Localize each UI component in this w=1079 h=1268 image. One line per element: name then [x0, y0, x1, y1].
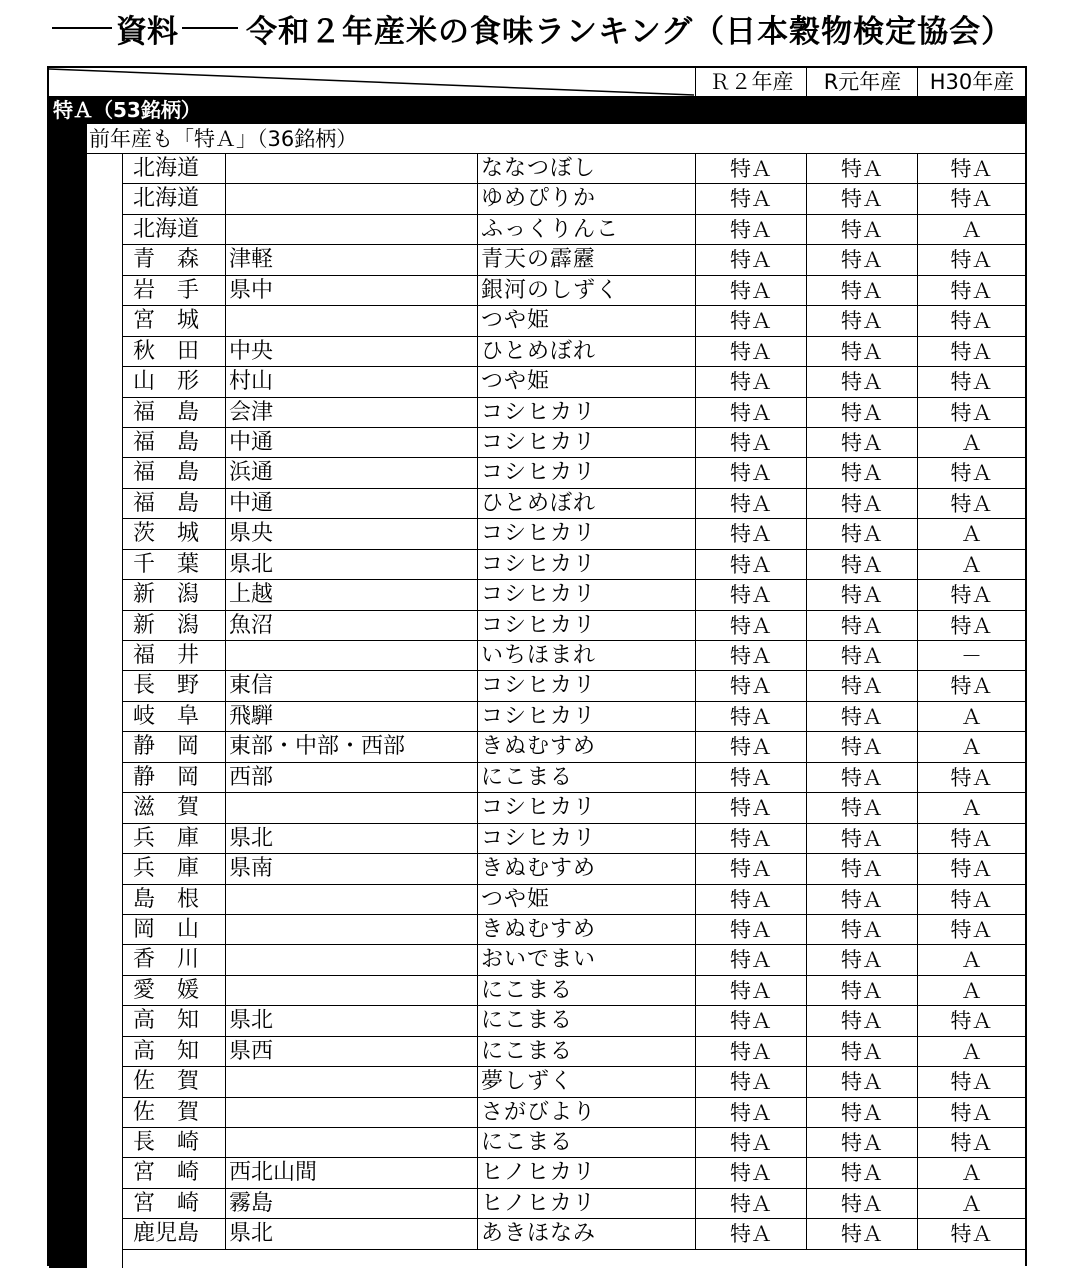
cell-area: 県北: [225, 824, 477, 853]
cell-area: 上越: [225, 580, 477, 609]
cell-area: 中央: [225, 337, 477, 366]
cell-variety: コシヒカリ: [477, 519, 695, 548]
cell-prefecture: 長 野: [133, 673, 200, 699]
cell-grade-h30: 特Ａ: [917, 1128, 1025, 1157]
cell-grade-h30: 特Ａ: [917, 458, 1025, 487]
table-row: [123, 763, 1025, 793]
cell-prefecture: 北海道: [133, 186, 200, 212]
cell-grade-r1: 特Ａ: [806, 732, 917, 761]
cell-grade-r2: 特Ａ: [695, 428, 806, 457]
section-left-band: [49, 124, 87, 1268]
cell-prefecture: 佐 賀: [133, 1069, 200, 1095]
cell-prefecture: 香 川: [133, 947, 200, 973]
cell-variety: つや姫: [477, 885, 695, 914]
cell-grade-h30: 特Ａ: [917, 885, 1025, 914]
cell-grade-r2: 特Ａ: [695, 732, 806, 761]
table-row: [123, 854, 1025, 884]
cell-grade-r2: 特Ａ: [695, 885, 806, 914]
cell-prefecture: 高 知: [133, 1008, 200, 1034]
cell-prefecture: 兵 庫: [133, 856, 200, 882]
cell-variety: おいでまい: [477, 945, 695, 974]
cell-area: 県中: [225, 276, 477, 305]
table-row: [123, 732, 1025, 762]
cell-grade-h30: 特Ａ: [917, 580, 1025, 609]
cell-variety: ゆめぴりか: [477, 184, 695, 213]
cell-grade-r2: 特Ａ: [695, 215, 806, 244]
header-col-r1: R元年産: [806, 68, 918, 96]
cell-grade-r1: 特Ａ: [806, 1219, 917, 1248]
cell-prefecture: 静 岡: [133, 734, 200, 760]
cell-prefecture: 岡 山: [133, 916, 200, 942]
cell-grade-r1: 特Ａ: [806, 580, 917, 609]
cell-grade-r1: 特Ａ: [806, 885, 917, 914]
table-row: [123, 1128, 1025, 1158]
cell-grade-r1: 特Ａ: [806, 154, 917, 183]
cell-area: 霧島: [225, 1189, 477, 1218]
cell-prefecture: 茨 城: [133, 521, 200, 547]
cell-grade-r1: 特Ａ: [806, 276, 917, 305]
cell-grade-r1: 特Ａ: [806, 1037, 917, 1066]
cell-grade-h30: Ａ: [917, 702, 1025, 731]
cell-area: 中通: [225, 489, 477, 518]
table-row: [123, 1158, 1025, 1188]
cell-area: 県西: [225, 1037, 477, 1066]
table-row: [123, 154, 1025, 184]
cell-variety: 青天の霹靂: [477, 245, 695, 274]
cell-grade-h30: 特Ａ: [917, 763, 1025, 792]
cell-area: 県央: [225, 519, 477, 548]
cell-grade-r1: 特Ａ: [806, 398, 917, 427]
cell-variety: にこまる: [477, 763, 695, 792]
cell-variety: ひとめぼれ: [477, 489, 695, 518]
cell-variety: さがびより: [477, 1098, 695, 1127]
cell-variety: つや姫: [477, 367, 695, 396]
cell-grade-h30: 特Ａ: [917, 398, 1025, 427]
cell-area: 中通: [225, 428, 477, 457]
cell-grade-r2: 特Ａ: [695, 519, 806, 548]
cell-prefecture: 宮 崎: [133, 1190, 200, 1216]
cell-variety: あきほなみ: [477, 1219, 695, 1248]
cell-prefecture: 新 潟: [133, 612, 200, 638]
cell-grade-h30: 特Ａ: [917, 671, 1025, 700]
cell-grade-r2: 特Ａ: [695, 1189, 806, 1218]
cell-grade-r2: 特Ａ: [695, 793, 806, 822]
cell-area: 東部・中部・西部: [225, 732, 477, 761]
cell-prefecture: 福 井: [133, 643, 200, 668]
table-row: [123, 976, 1025, 1006]
cell-variety: にこまる: [477, 1006, 695, 1035]
cell-grade-h30: 特Ａ: [917, 184, 1025, 213]
cell-area: 西部: [225, 763, 477, 792]
cell-grade-r1: 特Ａ: [806, 702, 917, 731]
cell-grade-r2: 特Ａ: [695, 154, 806, 183]
cell-area: [225, 1067, 477, 1096]
cell-grade-r1: 特Ａ: [806, 763, 917, 792]
cell-grade-r1: 特Ａ: [806, 671, 917, 700]
cell-grade-r1: 特Ａ: [806, 945, 917, 974]
cell-prefecture: 島 根: [133, 886, 200, 912]
cell-prefecture: 北海道: [133, 216, 200, 242]
table-row: [123, 1098, 1025, 1128]
table-header: [49, 68, 1025, 96]
cell-variety: コシヒカリ: [477, 671, 695, 700]
cell-area: [225, 915, 477, 944]
cell-grade-r1: 特Ａ: [806, 793, 917, 822]
header-col-h30: H30年産: [917, 68, 1026, 96]
cell-prefecture: 長 崎: [133, 1130, 200, 1155]
cell-prefecture: 北海道: [133, 156, 200, 181]
cell-variety: きぬむすめ: [477, 854, 695, 883]
cell-grade-r1: 特Ａ: [806, 641, 917, 670]
cell-grade-r2: 特Ａ: [695, 641, 806, 670]
cell-grade-r1: 特Ａ: [806, 854, 917, 883]
cell-area: [225, 793, 477, 822]
cell-prefecture: 滋 賀: [133, 795, 200, 821]
table-row: [123, 306, 1025, 336]
title-text: 令和２年産米の食味ランキング（日本穀物検定協会）: [246, 13, 1014, 50]
cell-grade-r1: 特Ａ: [806, 550, 917, 579]
cell-grade-r1: 特Ａ: [806, 184, 917, 213]
cell-area: [225, 306, 477, 335]
cell-grade-r1: 特Ａ: [806, 306, 917, 335]
cell-grade-r2: 特Ａ: [695, 458, 806, 487]
table-row: [123, 184, 1025, 214]
cell-prefecture: 秋 田: [133, 338, 200, 364]
title-rule-right: [182, 27, 238, 29]
title-label: 資料: [116, 13, 178, 50]
cell-grade-h30: Ａ: [917, 1037, 1025, 1066]
cell-variety: コシヒカリ: [477, 398, 695, 427]
cell-area: [225, 885, 477, 914]
cell-prefecture: 佐 賀: [133, 1099, 200, 1125]
cell-grade-r1: 特Ａ: [806, 458, 917, 487]
cell-variety: つや姫: [477, 306, 695, 335]
subsection-indent-band: [87, 154, 123, 1268]
cell-area: [225, 215, 477, 244]
cell-grade-r2: 特Ａ: [695, 245, 806, 274]
cell-grade-r2: 特Ａ: [695, 1067, 806, 1096]
cell-grade-h30: Ａ: [917, 976, 1025, 1005]
cell-area: 県北: [225, 1006, 477, 1035]
cell-prefecture: 千 葉: [133, 551, 200, 577]
cell-grade-h30: Ａ: [917, 428, 1025, 457]
cell-area: 県北: [225, 1219, 477, 1248]
cell-variety: コシヒカリ: [477, 824, 695, 853]
cell-variety: きぬむすめ: [477, 732, 695, 761]
table-row: [123, 702, 1025, 732]
cell-area: [225, 976, 477, 1005]
cell-area: 津軽: [225, 245, 477, 274]
cell-grade-r1: 特Ａ: [806, 215, 917, 244]
cell-variety: ヒノヒカリ: [477, 1189, 695, 1218]
cell-grade-h30: 特Ａ: [917, 854, 1025, 883]
cell-area: [225, 945, 477, 974]
cell-grade-r1: 特Ａ: [806, 519, 917, 548]
header-diagonal-line: [49, 68, 699, 96]
cell-grade-r2: 特Ａ: [695, 671, 806, 700]
cell-area: 浜通: [225, 458, 477, 487]
cell-prefecture: 福 島: [133, 490, 200, 516]
cell-grade-h30: 特Ａ: [917, 337, 1025, 366]
table-row: [123, 793, 1025, 823]
table-row: [123, 458, 1025, 488]
cell-variety: にこまる: [477, 1037, 695, 1066]
cell-grade-r1: 特Ａ: [806, 1098, 917, 1127]
cell-grade-r2: 特Ａ: [695, 184, 806, 213]
table-row: [123, 945, 1025, 975]
cell-prefecture: 高 知: [133, 1038, 200, 1064]
subsection-header: 前年産も「特Ａ」（36銘柄）: [87, 124, 1025, 154]
cell-prefecture: 宮 崎: [133, 1160, 200, 1186]
cell-grade-h30: －: [917, 641, 1025, 670]
table-row: [123, 915, 1025, 945]
cell-grade-h30: 特Ａ: [917, 154, 1025, 183]
cell-grade-r2: 特Ａ: [695, 337, 806, 366]
cell-prefecture: 鹿児島: [133, 1221, 200, 1247]
cell-grade-h30: 特Ａ: [917, 915, 1025, 944]
cell-grade-h30: 特Ａ: [917, 1219, 1025, 1248]
cell-grade-h30: Ａ: [917, 793, 1025, 822]
cell-grade-r2: 特Ａ: [695, 824, 806, 853]
cell-variety: 銀河のしずく: [477, 276, 695, 305]
cell-grade-r1: 特Ａ: [806, 489, 917, 518]
cell-grade-h30: Ａ: [917, 215, 1025, 244]
cell-grade-h30: 特Ａ: [917, 824, 1025, 853]
cell-variety: コシヒカリ: [477, 550, 695, 579]
table-row: [123, 1189, 1025, 1219]
cell-prefecture: 福 島: [133, 460, 200, 486]
cell-area: 会津: [225, 398, 477, 427]
cell-prefecture: 青 森: [133, 247, 200, 273]
cell-variety: コシヒカリ: [477, 611, 695, 640]
table-row: [123, 519, 1025, 549]
table-row: [123, 489, 1025, 519]
table-row: [123, 1219, 1025, 1249]
page-title: [52, 4, 1052, 52]
cell-prefecture: 岐 阜: [133, 703, 200, 729]
cell-grade-r2: 特Ａ: [695, 763, 806, 792]
table-row: [123, 1006, 1025, 1036]
cell-grade-r1: 特Ａ: [806, 1067, 917, 1096]
cell-area: 村山: [225, 367, 477, 396]
cell-prefecture: 静 岡: [133, 764, 200, 790]
cell-grade-h30: 特Ａ: [917, 1067, 1025, 1096]
cell-grade-r1: 特Ａ: [806, 245, 917, 274]
cell-grade-r2: 特Ａ: [695, 550, 806, 579]
cell-grade-h30: Ａ: [917, 519, 1025, 548]
cell-grade-r2: 特Ａ: [695, 1098, 806, 1127]
cell-prefecture: 岩 手: [133, 277, 200, 303]
cell-grade-r1: 特Ａ: [806, 1189, 917, 1218]
cell-prefecture: 愛 媛: [133, 977, 200, 1003]
table-row: [123, 276, 1025, 306]
table-row: [123, 824, 1025, 854]
cell-area: 西北山間: [225, 1158, 477, 1187]
table-row: [123, 580, 1025, 610]
cell-variety: 夢しずく: [477, 1067, 695, 1096]
section-header-toku-a: 特Ａ（53銘柄）: [49, 96, 1025, 124]
cell-grade-r2: 特Ａ: [695, 1128, 806, 1157]
cell-area: 県北: [225, 550, 477, 579]
cell-grade-r2: 特Ａ: [695, 702, 806, 731]
cell-grade-h30: 特Ａ: [917, 1098, 1025, 1127]
cell-grade-h30: 特Ａ: [917, 245, 1025, 274]
cell-grade-r1: 特Ａ: [806, 1158, 917, 1187]
cell-area: [225, 1098, 477, 1127]
cell-area: [225, 641, 477, 670]
cell-variety: ヒノヒカリ: [477, 1158, 695, 1187]
cell-grade-r2: 特Ａ: [695, 580, 806, 609]
header-col-r2: Ｒ２年産: [695, 68, 807, 96]
cell-prefecture: 新 潟: [133, 582, 200, 608]
table-row: [123, 215, 1025, 245]
cell-grade-r1: 特Ａ: [806, 337, 917, 366]
table-row: [123, 367, 1025, 397]
cell-grade-r1: 特Ａ: [806, 976, 917, 1005]
table-row: [123, 641, 1025, 671]
cell-grade-h30: 特Ａ: [917, 367, 1025, 396]
cell-grade-r1: 特Ａ: [806, 915, 917, 944]
cell-grade-r2: 特Ａ: [695, 1158, 806, 1187]
ranking-table: [47, 66, 1027, 1266]
cell-grade-h30: Ａ: [917, 550, 1025, 579]
cell-grade-r1: 特Ａ: [806, 824, 917, 853]
cell-grade-h30: 特Ａ: [917, 276, 1025, 305]
cell-grade-r1: 特Ａ: [806, 428, 917, 457]
cell-grade-h30: Ａ: [917, 732, 1025, 761]
table-row: [123, 1037, 1025, 1067]
cell-area: 東信: [225, 671, 477, 700]
cell-grade-r2: 特Ａ: [695, 611, 806, 640]
cell-grade-r2: 特Ａ: [695, 976, 806, 1005]
table-row: [123, 337, 1025, 367]
cell-grade-r2: 特Ａ: [695, 1219, 806, 1248]
cell-grade-h30: 特Ａ: [917, 1006, 1025, 1035]
cell-grade-h30: Ａ: [917, 1189, 1025, 1218]
cell-grade-r1: 特Ａ: [806, 1006, 917, 1035]
cell-prefecture: 山 形: [133, 369, 200, 395]
cell-grade-r2: 特Ａ: [695, 398, 806, 427]
cell-variety: ななつぼし: [477, 154, 695, 183]
cell-prefecture: 福 島: [133, 429, 200, 455]
cell-prefecture: 福 島: [133, 399, 200, 425]
cell-variety: ふっくりんこ: [477, 215, 695, 244]
cell-variety: いちほまれ: [477, 641, 695, 670]
cell-variety: コシヒカリ: [477, 793, 695, 822]
cell-grade-r1: 特Ａ: [806, 611, 917, 640]
table-row: [123, 550, 1025, 580]
table-row: [123, 611, 1025, 641]
table-body: [123, 154, 1025, 1250]
cell-grade-r2: 特Ａ: [695, 854, 806, 883]
cell-variety: コシヒカリ: [477, 428, 695, 457]
cell-grade-r1: 特Ａ: [806, 367, 917, 396]
table-row: [123, 245, 1025, 275]
cell-area: [225, 184, 477, 213]
cell-area: 県南: [225, 854, 477, 883]
cell-variety: にこまる: [477, 1128, 695, 1157]
table-row: [123, 885, 1025, 915]
title-rule-left: [52, 27, 112, 29]
table-row: [123, 1067, 1025, 1097]
cell-area: 飛騨: [225, 702, 477, 731]
cell-variety: きぬむすめ: [477, 915, 695, 944]
cell-grade-r2: 特Ａ: [695, 945, 806, 974]
cell-variety: にこまる: [477, 976, 695, 1005]
table-row: [123, 428, 1025, 458]
cell-grade-r2: 特Ａ: [695, 1006, 806, 1035]
cell-grade-r2: 特Ａ: [695, 489, 806, 518]
cell-grade-r2: 特Ａ: [695, 1037, 806, 1066]
cell-grade-r2: 特Ａ: [695, 915, 806, 944]
cell-variety: コシヒカリ: [477, 580, 695, 609]
cell-area: [225, 154, 477, 183]
table-row: [123, 671, 1025, 701]
cell-prefecture: 兵 庫: [133, 825, 200, 851]
cell-variety: ひとめぼれ: [477, 337, 695, 366]
cell-grade-r2: 特Ａ: [695, 367, 806, 396]
cell-variety: コシヒカリ: [477, 458, 695, 487]
cell-prefecture: 宮 城: [133, 308, 200, 334]
cell-grade-r2: 特Ａ: [695, 306, 806, 335]
cell-grade-h30: 特Ａ: [917, 611, 1025, 640]
cell-area: [225, 1128, 477, 1157]
cell-grade-h30: Ａ: [917, 1158, 1025, 1187]
cell-grade-r2: 特Ａ: [695, 276, 806, 305]
table-row: [123, 398, 1025, 428]
cell-grade-h30: 特Ａ: [917, 489, 1025, 518]
cell-variety: コシヒカリ: [477, 702, 695, 731]
cell-area: 魚沼: [225, 611, 477, 640]
cell-grade-h30: 特Ａ: [917, 306, 1025, 335]
cell-grade-r1: 特Ａ: [806, 1128, 917, 1157]
cell-grade-h30: Ａ: [917, 945, 1025, 974]
